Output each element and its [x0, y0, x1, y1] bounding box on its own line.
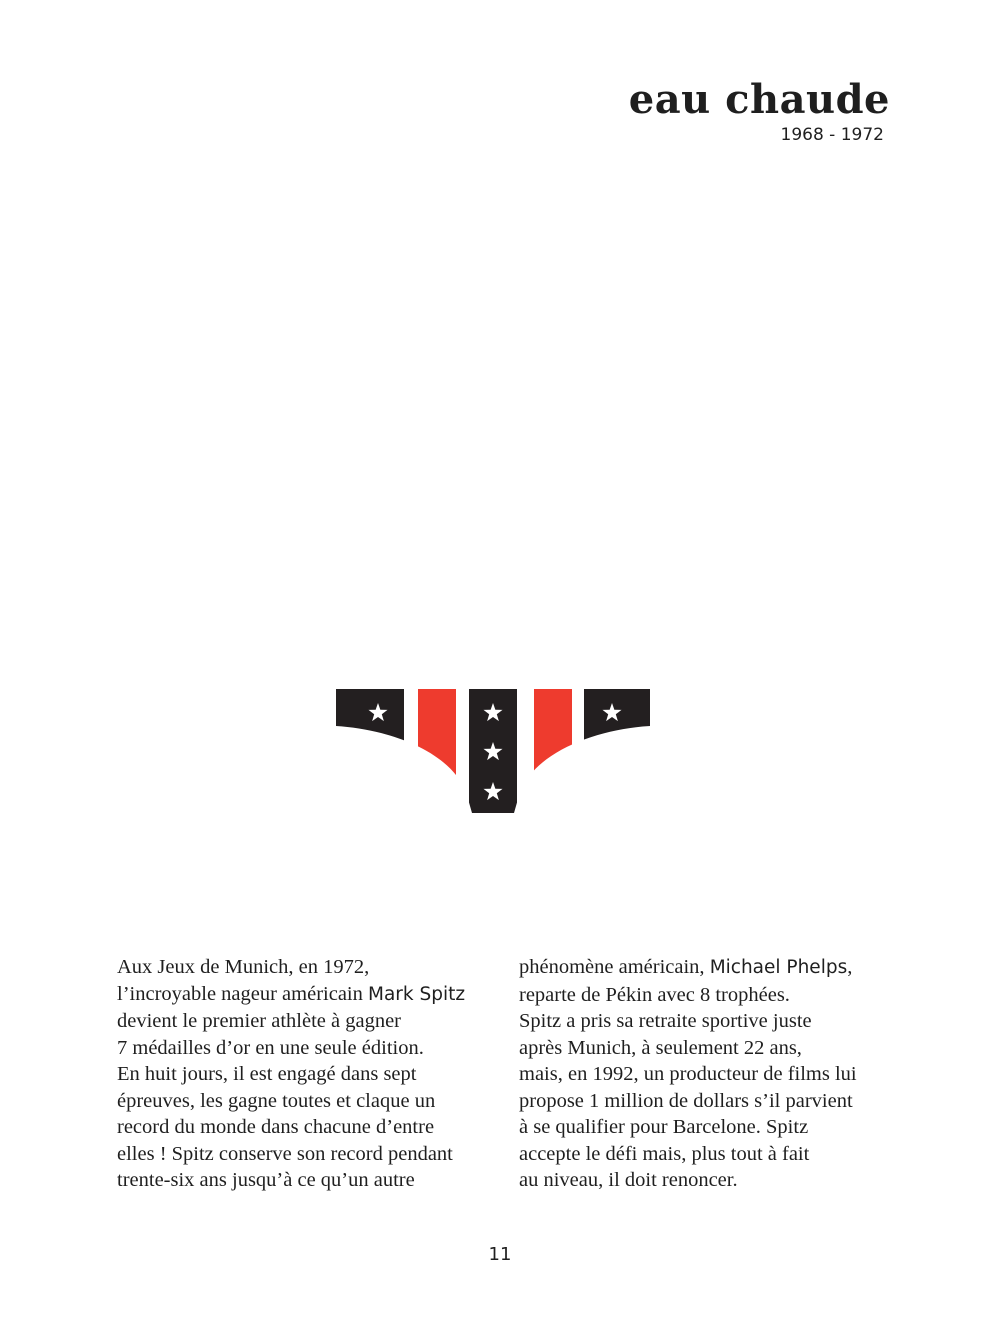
text-line: record du monde dans chacune d’entre [117, 1116, 435, 1138]
stripe-red-right [534, 689, 572, 813]
stripe-red-left [418, 689, 456, 813]
text-line: Spitz a pris sa retraite sportive juste [519, 1010, 812, 1032]
stars-and-stripes-swim-brief-icon [336, 689, 650, 813]
person-name: Mark Spitz [368, 983, 466, 1005]
text-line: accepte le défi mais, plus tout à fait [519, 1142, 810, 1165]
text-line: devient le premier athlète à gagner [117, 1010, 402, 1032]
text-line: 7 médailles d’or en une seule édition. [117, 1036, 424, 1059]
person-name: Michael Phelps [709, 957, 848, 978]
stripe-black-right [584, 689, 650, 813]
text-line: elles ! Spitz conserve son record pendant [117, 1142, 453, 1165]
text-line: propose 1 million de dollars s’il parvient [519, 1089, 853, 1112]
text-line: après Munich, à seulement 22 ans, [519, 1036, 802, 1059]
text-line: reparte de Pékin avec 8 trophées. [519, 983, 790, 1006]
text-column-right [519, 954, 894, 1194]
text-fragment: l’incroyable nageur américain [117, 982, 368, 1005]
text-line: trente-six ans jusqu’à ce qu’un autre [117, 1169, 415, 1191]
text-line: Aux Jeux de Munich, en 1972, [117, 956, 370, 978]
text-column-left [117, 954, 492, 1194]
text-line: au niveau, il doit renoncer. [519, 1169, 738, 1191]
stripe-black-left [336, 689, 404, 813]
text-line: mais, en 1992, un producteur de films lui [519, 1063, 857, 1085]
chapter-years: 1968 - 1972 [780, 125, 884, 145]
text-line: à se qualifier pour Barcelone. Spitz [519, 1116, 809, 1138]
text-line [117, 981, 492, 1009]
text-line: En huit jours, il est engagé dans sept [117, 1063, 417, 1085]
chapter-title: eau chaude [628, 76, 890, 123]
text-fragment: phénomène américain, [519, 956, 710, 978]
text-fragment: , [847, 956, 853, 978]
page-number: 11 [488, 1244, 512, 1265]
text-line [519, 954, 894, 982]
text-line: épreuves, les gagne toutes et claque un [117, 1089, 436, 1112]
